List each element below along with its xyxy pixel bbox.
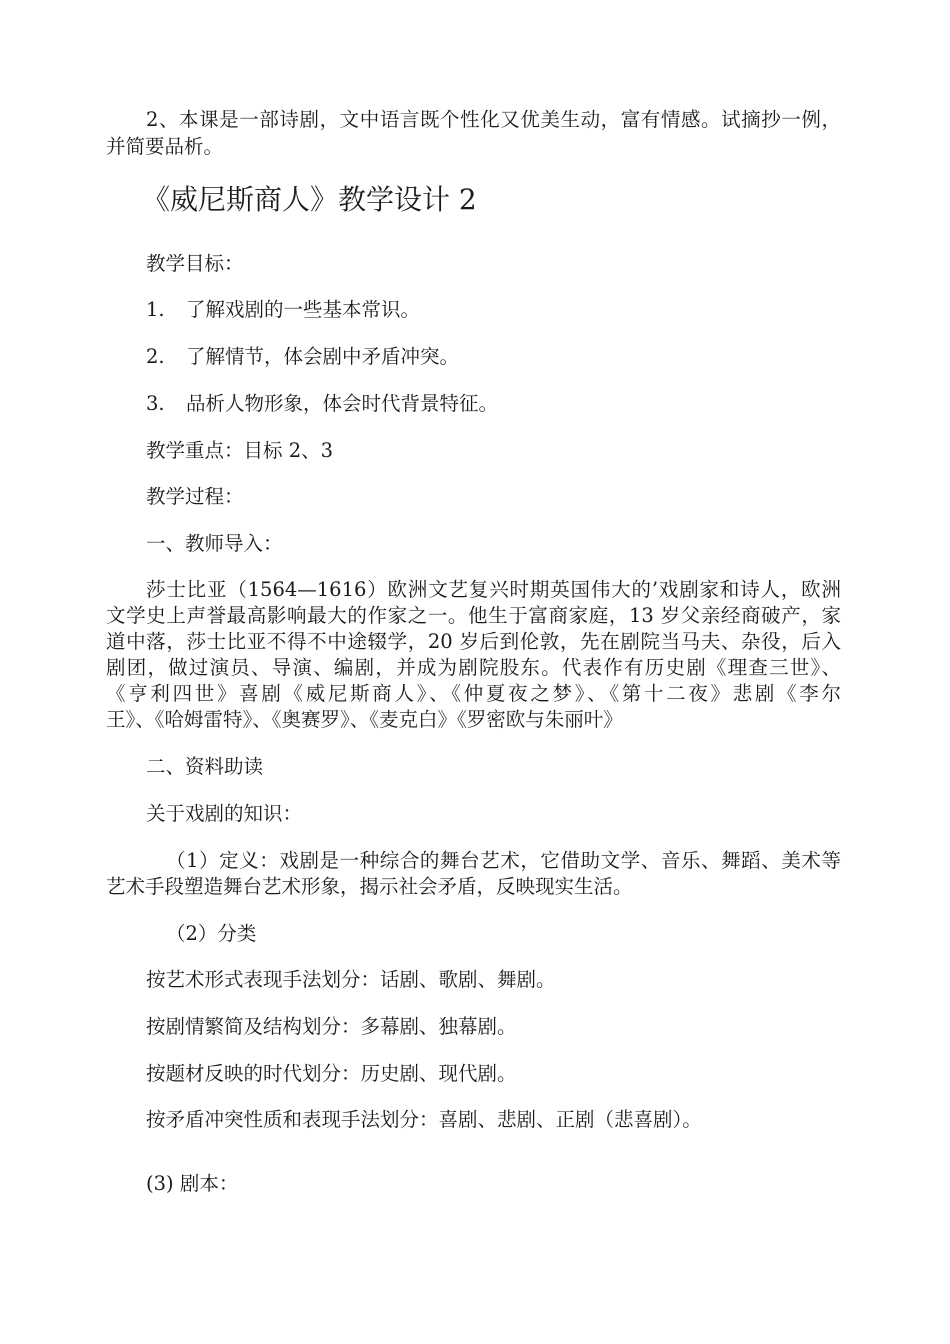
goal-number: 1. (146, 298, 165, 321)
definition-line-2: 艺术手段塑造舞台艺术形象，揭示社会矛盾，反映现实生活。 (106, 875, 633, 898)
document-title: 《威尼斯商人》教学设计 2 (142, 183, 477, 216)
classification-item: 按剧情繁简及结构划分：多幕剧、独幕剧。 (146, 1015, 517, 1038)
drama-knowledge-heading: 关于戏剧的知识： (146, 802, 303, 825)
definition-line-1: （1）定义：戏剧是一种综合的舞台艺术，它借助文学、音乐、舞蹈、美术等 (166, 849, 841, 872)
paragraph-line: 文学史上声誉最高影响最大的作家之一。他生于富商家庭，13 岁父亲经商破产，家 (106, 604, 841, 627)
intro-line-2: 并简要品析。 (106, 135, 224, 158)
teaching-focus: 教学重点：目标 2、3 (146, 439, 334, 462)
classification-item: 按矛盾冲突性质和表现手法划分：喜剧、悲剧、正剧（悲喜剧）。 (146, 1108, 702, 1131)
classification-item: 按艺术形式表现手法划分：话剧、歌剧、舞剧。 (146, 968, 556, 991)
script-heading: (3) 剧本： (146, 1172, 239, 1195)
goal-item (146, 391, 846, 417)
goals-heading: 教学目标： (146, 252, 244, 275)
paragraph-line: 剧团，做过演员、导演、编剧，并成为剧院股东。代表作有历史剧《理查三世》、 (106, 656, 841, 679)
goal-number: 3. (146, 392, 165, 415)
goal-text: 品析人物形象，体会时代背景特征。 (186, 392, 499, 415)
section2-heading: 二、资料助读 (146, 755, 264, 778)
paragraph-line: 王》、《哈姆雷特》、《奥赛罗》、《麦克白》《罗密欧与朱丽叶》 (106, 708, 623, 731)
paragraph-line: 莎士比亚（1564—1616）欧洲文艺复兴时期英国伟大的’戏剧家和诗人，欧洲 (146, 578, 841, 601)
intro-line-1: 2、本课是一部诗剧，文中语言既个性化又优美生动，富有情感。试摘抄一例， (146, 108, 841, 131)
goal-number: 2. (146, 345, 165, 368)
goal-text: 了解情节，体会剧中矛盾冲突。 (186, 345, 460, 368)
paragraph-line: 道中落，莎士比亚不得不中途辍学，20 岁后到伦敦，先在剧院当马夫、杂役，后入 (106, 630, 841, 653)
paragraph-line: 《亨利四世》喜剧《威尼斯商人》、《仲夏夜之梦》、《第十二夜》悲剧《李尔 (106, 682, 841, 705)
goal-text: 了解戏剧的一些基本常识。 (186, 298, 421, 321)
classification-item: 按题材反映的时代划分：历史剧、现代剧。 (146, 1062, 517, 1085)
section1-heading: 一、教师导入： (146, 532, 283, 555)
goal-item (146, 344, 846, 370)
goal-item (146, 297, 846, 323)
classification-heading: （2）分类 (166, 922, 257, 945)
teaching-process-heading: 教学过程： (146, 485, 244, 508)
